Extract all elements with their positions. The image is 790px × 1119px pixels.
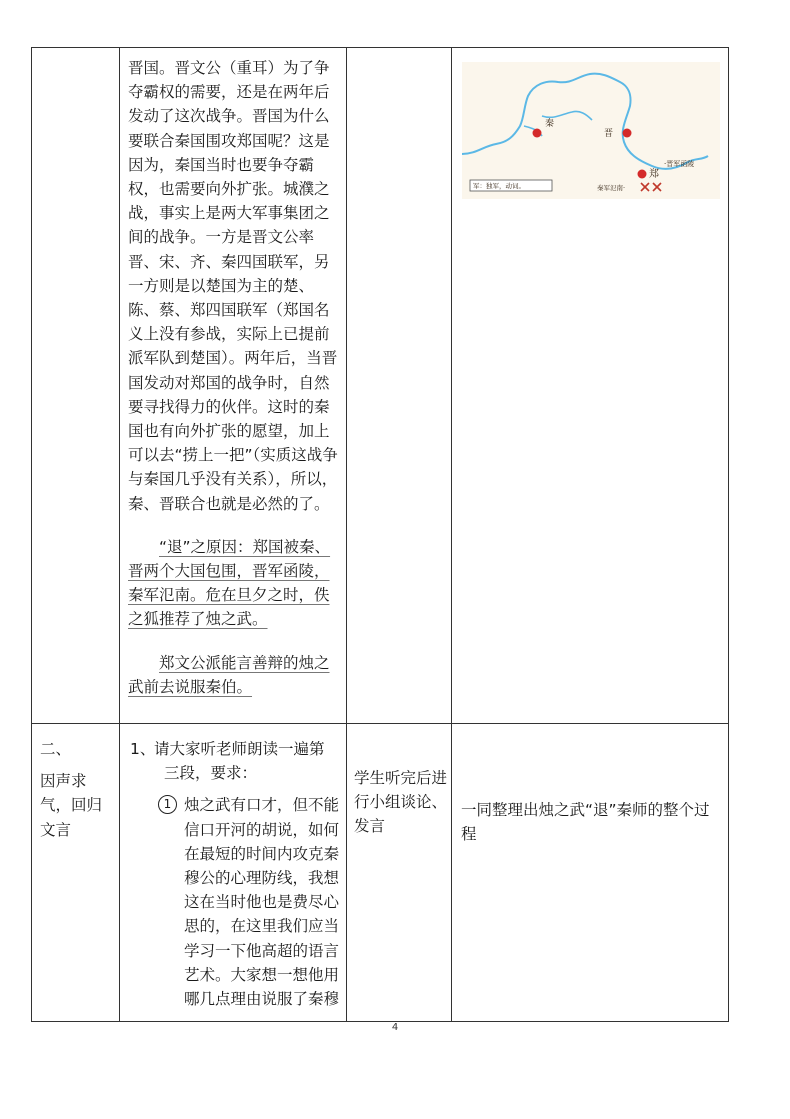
zheng-label: 郑 (649, 169, 659, 180)
step-line: 文言 (40, 820, 72, 839)
table-row (32, 724, 729, 1022)
map-cell (452, 48, 729, 724)
student-activity-text: 学生听完后进行小组谈论、发言 (354, 769, 448, 836)
circled-number-badge: 1 (158, 795, 177, 814)
qin-city-marker (533, 129, 542, 138)
goal-text: 一同整理出烛之武“退”秦师的整个过程 (461, 801, 710, 844)
activity-cell-empty (347, 48, 452, 724)
jin-army-label: ·晋军函陵 (664, 160, 695, 168)
step-line: 气，回归 (40, 796, 103, 815)
dispatch-text: 郑文公派能言善辩的烛之武前去说服秦伯。 (128, 653, 330, 696)
item-text-second: 三段，要求： (164, 764, 258, 783)
goal-cell (452, 724, 729, 1022)
historical-map (462, 62, 720, 199)
step-cell-empty (32, 48, 120, 724)
qin-label: 秦 (545, 119, 555, 129)
content-cell (120, 724, 347, 1022)
item-number: 1、 (130, 740, 156, 758)
step-line: 因声求 (40, 772, 87, 791)
table-row (32, 48, 729, 724)
content-cell (120, 48, 347, 724)
legend-text: 军：独军，动词。 (473, 182, 525, 190)
main-paragraph: 晋国。晋文公（重耳）为了争夺霸权的需要，还是在两年后发动了这次战争。晋国为什么要联合秦国围攻郑国呢？这是因为，秦国当时也要争夺霸权，也需要向外扩张。城濮之战，事实上是两大军事集团之间的战争。一方是晋文公率晋、宋、齐、秦四国联军，另一方则是以楚国为主的楚、陈、蔡、郑四国联军（郑国名义上没有参战，实际上已提前派军队到楚国）。两年后，当晋国发动对郑国的战争时，自然要寻找得力的伙伴。这时的秦国也有向外扩张的愿望，加上可以去“捞上一把”（实质这战争与秦国几乎没有关系），所以，秦、晋联合也就是必然的了。 (128, 59, 338, 513)
item-text-first: 请大家听老师朗读一遍第 (154, 740, 325, 758)
page-number: 4 (391, 1022, 399, 1033)
qin-army-label: 秦军氾南· (597, 184, 626, 192)
zheng-city-marker (638, 170, 647, 179)
lesson-plan-table (31, 47, 729, 1022)
step-line: 二、 (40, 740, 72, 758)
activity-cell (347, 724, 452, 1022)
jin-label: 晋 (604, 129, 614, 139)
circled-item-text: 烛之武有口才，但不能信口开河的胡说，如何在最短的时间内攻克秦穆公的心理防线，我想这在当时他也是费尽心思的，在这里我们应当学习一下他高超的语言艺术。大家想一想他用哪几点理由说服了秦穆 (184, 796, 340, 1009)
jin-city-marker (623, 129, 632, 138)
map-background (462, 62, 720, 199)
step-cell (32, 724, 120, 1022)
retreat-reason-text: “退”之原因：郑国被秦、晋两个大国包围，晋军函陵，秦军氾南。危在旦夕之时，佚之狐推荐了烛之武。 (128, 537, 331, 629)
